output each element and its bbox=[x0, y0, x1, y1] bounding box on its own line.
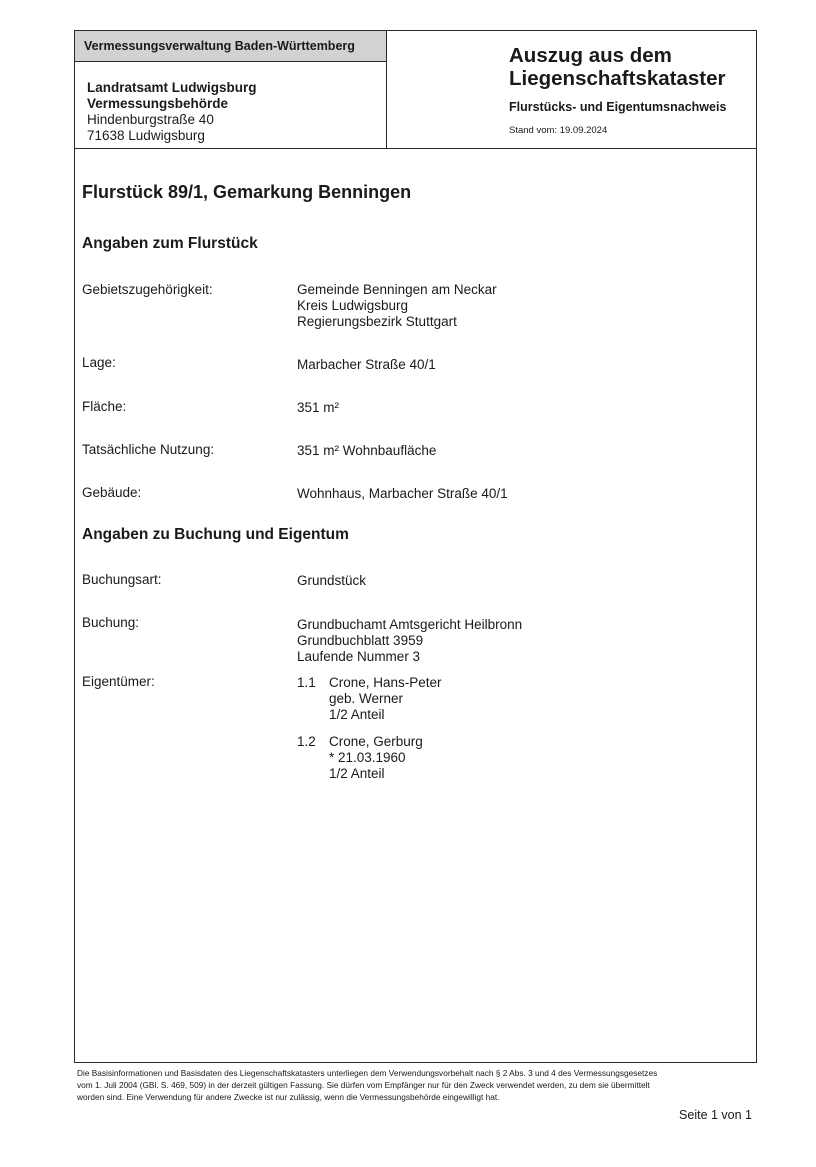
owner-entry bbox=[329, 734, 423, 782]
nutzung-label: Tatsächliche Nutzung: bbox=[82, 442, 215, 457]
office-address bbox=[87, 80, 257, 144]
owner-birthdate: * 21.03.1960 bbox=[329, 750, 406, 765]
owner-name: Crone, Hans-Peter bbox=[329, 675, 442, 690]
agency-name: Vermessungsverwaltung Baden-Württemberg bbox=[84, 39, 355, 53]
document-title-line1: Auszug aus dem bbox=[509, 44, 672, 67]
owner-number: 1.2 bbox=[297, 734, 316, 749]
document-subtitle: Flurstücks- und Eigentumsnachweis bbox=[509, 100, 727, 114]
buchung-blatt: Grundbuchblatt 3959 bbox=[297, 633, 424, 648]
buchung-value bbox=[297, 617, 522, 665]
buchung-grundbuchamt: Grundbuchamt Amtsgericht Heilbronn bbox=[297, 617, 523, 632]
header-divider bbox=[74, 148, 757, 149]
gebiet-kreis: Kreis Ludwigsburg bbox=[297, 298, 409, 313]
eigentuemer-label: Eigentümer: bbox=[82, 674, 155, 689]
stand-date: Stand vom: 19.09.2024 bbox=[509, 125, 608, 136]
agency-banner bbox=[74, 30, 387, 62]
disclaimer-line: worden sind. Eine Verwendung für andere Zwecke ist nur zulässig, wenn die Vermessungsbehörde eingewilligt hat. bbox=[77, 1092, 500, 1102]
document-title bbox=[509, 44, 725, 90]
owner-entry bbox=[329, 675, 442, 723]
owner-share: 1/2 Anteil bbox=[329, 707, 385, 722]
buchung-nummer: Laufende Nummer 3 bbox=[297, 649, 421, 664]
buchung-label: Buchung: bbox=[82, 615, 140, 630]
office-name: Landratsamt Ludwigsburg bbox=[87, 80, 257, 95]
office-city: 71638 Ludwigsburg bbox=[87, 128, 205, 143]
gebaeude-value: Wohnhaus, Marbacher Straße 40/1 bbox=[297, 486, 508, 501]
gebiet-label: Gebietszugehörigkeit: bbox=[82, 282, 213, 297]
owner-share: 1/2 Anteil bbox=[329, 766, 385, 781]
owner-name: Crone, Gerburg bbox=[329, 734, 423, 749]
disclaimer-line: vom 1. Juli 2004 (GBl. S. 469, 509) in der derzeit gültigen Fassung. Sie dürfen vom Empfänger nur für den Zweck verwendet werden, zu dem sie übermittelt bbox=[77, 1080, 650, 1090]
flaeche-value: 351 m² bbox=[297, 400, 340, 415]
buchungsart-value: Grundstück bbox=[297, 573, 367, 588]
office-department: Vermessungsbehörde bbox=[87, 96, 229, 111]
lage-value: Marbacher Straße 40/1 bbox=[297, 357, 436, 372]
usage-disclaimer bbox=[77, 1067, 757, 1103]
parcel-title: Flurstück 89/1, Gemarkung Benningen bbox=[82, 182, 412, 202]
buchungsart-label: Buchungsart: bbox=[82, 572, 162, 587]
lage-label: Lage: bbox=[82, 355, 116, 370]
document-title-line2: Liegenschaftskataster bbox=[509, 67, 726, 90]
nutzung-value: 351 m² Wohnbaufläche bbox=[297, 443, 437, 458]
gebiet-value bbox=[297, 282, 497, 330]
section-heading-parcel: Angaben zum Flurstück bbox=[82, 235, 258, 252]
gebiet-gemeinde: Gemeinde Benningen am Neckar bbox=[297, 282, 497, 297]
flaeche-label: Fläche: bbox=[82, 399, 127, 414]
office-street: Hindenburgstraße 40 bbox=[87, 112, 214, 127]
owner-number: 1.1 bbox=[297, 675, 316, 690]
owner-birthname: geb. Werner bbox=[329, 691, 404, 706]
gebaeude-label: Gebäude: bbox=[82, 485, 142, 500]
section-heading-booking: Angaben zu Buchung und Eigentum bbox=[82, 526, 349, 543]
disclaimer-line: Die Basisinformationen und Basisdaten des Liegenschaftskatasters unterliegen dem Verwendungsvorbehalt nach § 2 Abs. 3 und 4 des Vermessungsgesetzes bbox=[77, 1068, 658, 1078]
gebiet-bezirk: Regierungsbezirk Stuttgart bbox=[297, 314, 457, 329]
page-number: Seite 1 von 1 bbox=[679, 1108, 752, 1122]
